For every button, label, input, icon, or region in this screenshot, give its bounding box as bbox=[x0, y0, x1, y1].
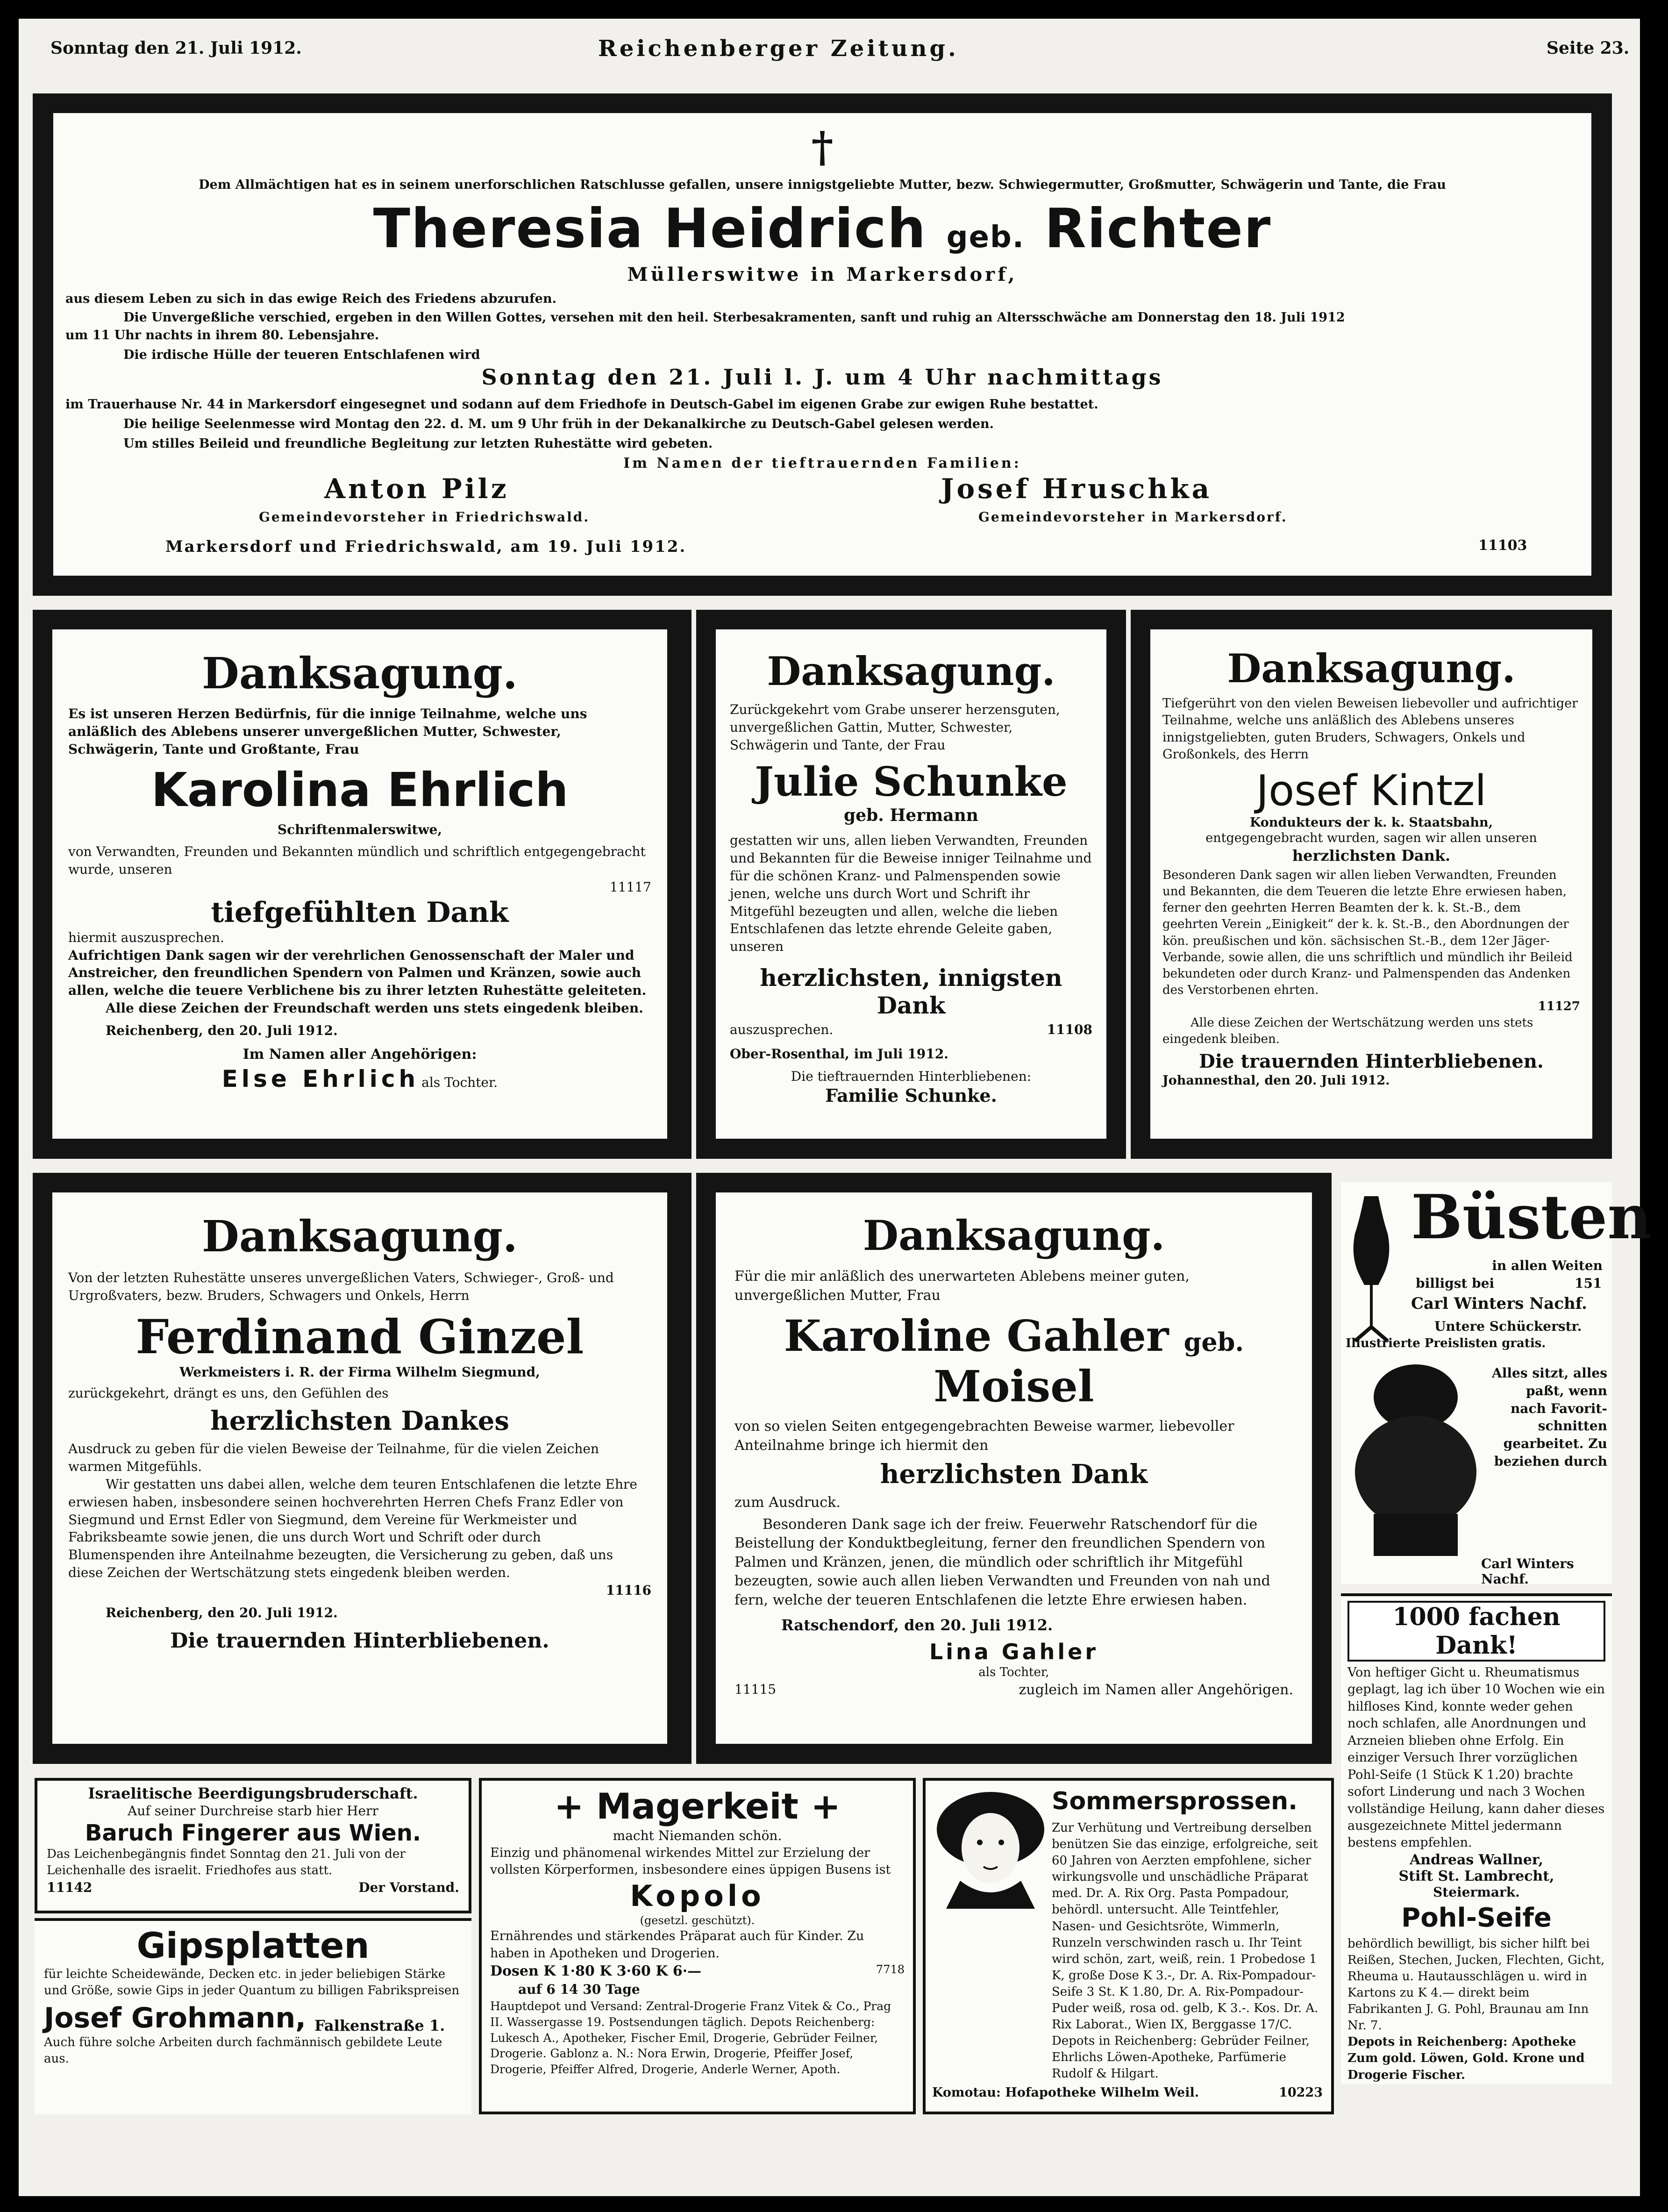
woman-portrait-icon bbox=[932, 1787, 1049, 1909]
gahler-signer: Lina Gahler bbox=[929, 1639, 1099, 1665]
ginzel-frame bbox=[33, 1173, 691, 1764]
notice-line: im Trauerhause Nr. 44 in Markersdorf eingesegnet und sodann auf dem Friedhofe in Deutsch-Gabel im eigenen Grabe zur ewigen Ruhe bestattet. bbox=[65, 397, 1098, 412]
schunke-dank: herzlichsten, innigsten Dank bbox=[760, 963, 1062, 1019]
ehrlich-signer: Else Ehrlich bbox=[221, 1065, 420, 1092]
kintzl-text: Alle diese Zeichen der Wertschätzung werden uns stets eingedenk bleiben. bbox=[1162, 1016, 1533, 1047]
gips-ad bbox=[35, 1918, 471, 2114]
header-page-number: Seite 23. bbox=[1547, 38, 1630, 58]
gahler-closing: zugleich im Namen aller Angehörigen. bbox=[1019, 1682, 1293, 1698]
pohl-text: Von heftiger Gicht u. Rheumatismus geplagt, lag ich über 10 Wochen wie ein hilfloses Kind, konnte weder gehen noch schlafen, alle Anordnungen und Arzneien blieben ohne Erfolg. Ein einziger Versuch Ihrer vorzüglichen Pohl-Seife (1 Stück K 1.20) brachte sofort Linderung und nach 3 Wochen vollständige Heilung, kann daher dieses ausgezeichnete Mittel jedermann bestens empfehlen. bbox=[1347, 1665, 1605, 1850]
ginzel-text: Wir gestatten uns dabei allen, welche dem teuren Entschlafenen die letzte Ehre erwiesen haben, insbesondere seinen hochverehrten Herren Chefs Franz Edler von Siegmund und Ernst Edler von Siegmund, dem Vereine für Werkmeister und Fabriksbeamte sowie jenen, die uns durch Wort und Schrift oder durch Blumenspenden ihre Anteilnahme bezeugten, die Versicherung zu geben, daß uns diese Zeichen der Wertschätzung stets eingedenk bleiben werden. bbox=[68, 1476, 637, 1580]
gahler-notice bbox=[716, 1192, 1312, 1744]
ehrlich-intro: Es ist unseren Herzen Bedürfnis, für die innige Teilnahme, welche uns anläßlich des Ablebens unserer unvergeßlichen Mutter, Schwester, Schwägerin, Tante und Großtante, Frau bbox=[68, 706, 587, 757]
ehrlich-place: Reichenberg, den 20. Juli 1912. bbox=[106, 1022, 338, 1038]
gahler-name: Karoline Gahler bbox=[784, 1311, 1169, 1361]
sommer-footer bbox=[932, 2084, 1323, 2101]
gahler-maiden-name: Moisel bbox=[934, 1361, 1094, 1412]
kopolo-text: Ernährendes und stärkendes Präparat auch für Kinder. Zu haben in Apotheken und Drogerien. bbox=[490, 1929, 864, 1961]
kintzl-title: Danksagung. bbox=[1227, 645, 1516, 692]
ginzel-number: 11116 bbox=[606, 1582, 651, 1598]
notice-line: Um stilles Beileid und freundliche Begleitung zur letzten Ruhestätte wird gebeten. bbox=[123, 436, 713, 451]
notice-line: Die irdische Hülle der teueren Entschlafenen wird bbox=[123, 348, 480, 362]
ginzel-text: Ausdruck zu geben für die vielen Beweise der Teilnahme, für die vielen Zeichen warmen Mitgefühls. bbox=[68, 1441, 599, 1475]
gahler-number: 11115 bbox=[734, 1682, 777, 1698]
schunke-signer: Familie Schunke. bbox=[825, 1085, 997, 1106]
kopolo-title: Magerkeit bbox=[596, 1785, 798, 1827]
gahler-place: Ratschendorf, den 20. Juli 1912. bbox=[781, 1616, 1053, 1634]
schunke-frame bbox=[696, 610, 1126, 1159]
kopolo-title-line bbox=[490, 1785, 905, 1827]
israel-text: Das Leichenbegängnis findet Sonntag den 21. Juli von der Leichenhalle des israelit. Friedhofes aus statt. bbox=[47, 1847, 406, 1877]
ehrlich-text: von Verwandten, Freunden und Bekannten mündlich und schriftlich entgegengebracht wurde, unseren bbox=[68, 844, 646, 878]
notice-place-date: Markersdorf und Friedrichswald, am 19. Juli 1912. bbox=[165, 537, 687, 556]
kintzl-frame bbox=[1131, 610, 1612, 1159]
schunke-text: auszusprechen. bbox=[730, 1021, 834, 1037]
signatory-hruschka: Josef Hruschka bbox=[941, 473, 1212, 505]
gips-vendor bbox=[44, 2002, 462, 2034]
ginzel-place: Reichenberg, den 20. Juli 1912. bbox=[106, 1605, 338, 1620]
ehrlich-name: Karolina Ehrlich bbox=[151, 763, 569, 818]
kintzl-place: Johannesthal, den 20. Juli 1912. bbox=[1162, 1073, 1390, 1088]
plus-icon: + bbox=[811, 1785, 841, 1827]
buesten-number: 151 bbox=[1575, 1276, 1602, 1291]
gahler-text: von so vielen Seiten entgegengebrachten Beweise warmer, liebevoller Anteilnahme bringe ich hiermit den bbox=[734, 1418, 1234, 1454]
ginzel-signer: Die trauernden Hinterbliebenen. bbox=[170, 1629, 549, 1653]
notice-line: aus diesem Leben zu sich in das ewige Reich des Friedens abzurufen. bbox=[65, 292, 556, 306]
pohl-ad bbox=[1341, 1593, 1612, 2084]
dress-illustration-icon bbox=[1346, 1360, 1486, 1556]
buesten-ad bbox=[1341, 1181, 1652, 1587]
notice-line: Die Unvergeßliche verschied, ergeben in den Willen Gottes, versehen mit den heil. Sterbesakramenten, sanft und ruhig an Altersschwäche am Donnerstag den 18. Juli 1912 bbox=[123, 310, 1345, 325]
notice-line: um 11 Uhr nachts in ihrem 80. Lebensjahre. bbox=[65, 328, 379, 343]
sommer-number: 10223 bbox=[1279, 2085, 1323, 2100]
ehrlich-text: Alle diese Zeichen der Freundschaft werden uns stets eingedenk bleiben. bbox=[106, 1000, 643, 1016]
plus-icon: + bbox=[554, 1785, 584, 1827]
sommer-ad bbox=[923, 1778, 1334, 2114]
israel-number: 11142 bbox=[47, 1879, 93, 1895]
gahler-text: zum Ausdruck. bbox=[734, 1494, 841, 1511]
pohl-text: behördlich bewilligt, bis sicher hilft bei Reißen, Stechen, Jucken, Flechten, Gicht, Rheuma u. Hautausschlägen u. wird in Kartons zu K 4.— direkt beim Fabrikanten J. G. Pohl, Braunau am Inn Nr. 7. bbox=[1347, 1936, 1605, 2033]
death-notice-frame bbox=[33, 93, 1612, 596]
pohl-title: 1000 fachen Dank! bbox=[1347, 1601, 1605, 1662]
pohl-signer: Andreas Wallner, bbox=[1409, 1851, 1543, 1868]
gips-title: Gipsplatten bbox=[136, 1925, 370, 1966]
kopolo-prices: Dosen K 1·80 K 3·60 K 6·— bbox=[490, 1962, 702, 1979]
schunke-name: Julie Schunke bbox=[755, 758, 1068, 806]
buesten-firm: Carl Winters Nachf. bbox=[1411, 1294, 1587, 1313]
schunke-row bbox=[730, 1021, 1092, 1039]
schunke-title: Danksagung. bbox=[767, 648, 1055, 694]
ginzel-dank: herzlichsten Dankes bbox=[210, 1406, 509, 1437]
dress-form-icon bbox=[1346, 1192, 1397, 1346]
ehrlich-notice bbox=[52, 629, 667, 1139]
header-date: Sonntag den 21. Juli 1912. bbox=[50, 38, 302, 58]
geb-label: geb. bbox=[946, 220, 1025, 255]
deceased-maiden-name: Richter bbox=[1044, 197, 1272, 260]
schunke-number: 11108 bbox=[1047, 1021, 1092, 1037]
gahler-frame bbox=[696, 1173, 1332, 1764]
kintzl-text: entgegengebracht wurden, sagen wir allen unseren bbox=[1205, 830, 1537, 845]
pohl-signer-place: Stift St. Lambrecht, bbox=[1398, 1868, 1554, 1884]
kintzl-notice bbox=[1150, 629, 1592, 1139]
ginzel-subtitle: Werkmeisters i. R. der Firma Wilhelm Siegmund, bbox=[179, 1364, 540, 1380]
kopolo-days: auf 6 14 30 Tage bbox=[518, 1982, 640, 1998]
newspaper-page bbox=[19, 19, 1652, 2196]
gahler-dank: herzlichsten Dank bbox=[880, 1459, 1148, 1490]
israel-signer: Der Vorstand. bbox=[358, 1879, 459, 1895]
notice-number: 11103 bbox=[1478, 537, 1527, 554]
gahler-title: Danksagung. bbox=[863, 1211, 1165, 1260]
schunke-subtitle: geb. Hermann bbox=[844, 806, 978, 826]
buesten-text: Illustrierte Preislisten gratis. bbox=[1346, 1336, 1546, 1350]
kopolo-depots: Hauptdepot und Versand: Zentral-Drogerie Franz Vitek & Co., Prag II. Wassergasse 19. Postsendungen täglich. Depots Reichenberg: Lukesch A., Apotheker, Fischer Emil, Drogerie, Gebrüder Feilner, Drogerie. Gablonz a. N.: Nora Erwin, Drogerie, Pfeiffer Josef, Drogerie, Pfeiffer Alfred, Drogerie, Anderle Werner, Apoth. bbox=[490, 1999, 891, 2076]
israel-text: Auf seiner Durchreise starb hier Herr bbox=[128, 1803, 378, 1819]
signatory-pilz-title: Gemeindevorsteher in Friedrichswald. bbox=[259, 509, 590, 525]
buesten-text: billigst bei bbox=[1416, 1276, 1495, 1291]
deceased-name-line bbox=[53, 197, 1591, 260]
gahler-text: Besonderen Dank sage ich der freiw. Feuerwehr Ratschendorf für die Beistellung der Konduktbegleitung, ferner den freundlichen Spendern von Palmen und Kränzen, jenen, die mündlich oder schriftlich ihr Mitgefühl bezeugten, sowie auch allen lieben Verwandten und Freunden von nah und fern, welche der teueren Entschlafenen die letzte Ehre erwiesen haben. bbox=[734, 1516, 1270, 1608]
death-notice bbox=[53, 113, 1591, 576]
gahler-name-line bbox=[734, 1311, 1293, 1412]
israel-footer bbox=[47, 1879, 459, 1897]
buesten-text: in allen Weiten bbox=[1492, 1258, 1603, 1273]
sommer-text: Zur Verhütung und Vertreibung derselben benützen Sie das einzige, erfolgreiche, seit 60 Jahren von Aerzten empfohlene, sicher wirkungsvolle und unschädliche Präparat med. Dr. A. Rix Org. Pasta Pompadour, behördl. untersucht. Alle Teintfehler, Nasen- und Gesichtsröte, Wimmerln, Runzeln verschwinden rasch u. Ihr Teint wird schön, zart, weiß, rein. 1 Probedose 1 K, große Dose K 3.-, Dr. A. Rix-Pompadour-Seife 3 St. K 1.80, Dr. A. Rix-Pompadour-Puder weiß, rosa od. gelb, K 3.-. Kos. Dr. A. Rix Laborat., Wien IX, Berggasse 17/C. Depots in Reichenberg: Gebrüder Feilner, Ehrlichs Löwen-Apotheke, Parfümerie Rudolf & Hilgart. bbox=[1052, 1821, 1319, 2081]
kopolo-number: 7718 bbox=[876, 1962, 905, 1976]
buesten-address: Untere Schückerstr. bbox=[1434, 1319, 1582, 1334]
israel-name: Baruch Fingerer aus Wien. bbox=[85, 1820, 421, 1846]
kintzl-dank: herzlichsten Dank. bbox=[1292, 847, 1451, 865]
pohl-signer-region: Steiermark. bbox=[1433, 1884, 1520, 1900]
kintzl-subtitle: Kondukteurs der k. k. Staatsbahn, bbox=[1249, 815, 1493, 830]
gahler-signer-role: als Tochter, bbox=[978, 1665, 1049, 1680]
gahler-geb-label: geb. bbox=[1183, 1327, 1244, 1357]
ginzel-text: zurückgekehrt, drängt es uns, den Gefühlen des bbox=[68, 1385, 389, 1401]
kopolo-product: Kopolo bbox=[630, 1878, 765, 1913]
ehrlich-text: hiermit auszusprechen. bbox=[68, 929, 224, 945]
pohl-depots: Depots in Reichenberg: Apotheke Zum gold. Löwen, Gold. Krone und Drogerie Fischer. bbox=[1347, 2035, 1585, 2082]
schunke-notice bbox=[716, 629, 1106, 1139]
kintzl-text: Besonderen Dank sagen wir allen lieben Verwandten, Freunden und Bekannten, die dem Teueren die letzte Ehre erwiesen haben, ferner den geehrten Herren Beamten der k. k. St.-B., dem geehrten Verein „Einigkeit“ der k. k. St.-B., den Abordnungen der kön. preußischen und kön. sächsischen St.-B., dem 12er Jäger-Verbande, sowie allen, die uns schriftlich und mündlich ihr Beileid bekundeten oder durch Kranz- und Palmenspenden das Andenken des Verstorbenen ehrten. bbox=[1162, 868, 1573, 997]
deceased-subtitle: Müllerswitwe in Markersdorf, bbox=[627, 264, 1018, 285]
kopolo-ad bbox=[479, 1778, 916, 2114]
israel-title: Israelitische Beerdigungsbruderschaft. bbox=[88, 1784, 418, 1802]
kopolo-text: macht Niemanden schön. bbox=[613, 1828, 782, 1843]
kintzl-intro: Tiefgerührt von den vielen Beweisen liebevoller und aufrichtiger Teilnahme, welche uns anläßlich des Ablebens unseres innigstgeliebten, guten Bruders, Schwagers, Onkels und Großonkels, des Herrn bbox=[1162, 696, 1578, 762]
sommer-depot: Komotau: Hofapotheke Wilhelm Weil. bbox=[932, 2085, 1199, 2100]
ginzel-intro: Von der letzten Ruhestätte unseres unvergeßlichen Vaters, Schwieger-, Groß- und Urgroßvaters, bezw. Bruders, Schwagers und Onkels, Herrn bbox=[68, 1270, 614, 1303]
ehrlich-dank: tiefgefühlten Dank bbox=[211, 896, 509, 929]
ehrlich-text: Aufrichtigen Dank sagen wir der verehrlichen Genossenschaft der Maler und Anstreicher, den freundlichen Spendern von Palmen und Kränzen, sowie auch allen, welche die teuere Verblichene bis zu ihrer letzten Ruhestätte geleiteten. bbox=[68, 947, 647, 999]
kintzl-signer: Die trauernden Hinterbliebenen. bbox=[1199, 1050, 1544, 1073]
schunke-intro: Zurückgekehrt vom Grabe unserer herzensguten, unvergeßlichen Gattin, Mutter, Schwester, Schwägerin und Tante, der Frau bbox=[730, 702, 1060, 753]
header-newspaper-title: Reichenberger Zeitung. bbox=[598, 36, 959, 62]
ginzel-notice bbox=[52, 1192, 667, 1744]
buesten-firm-footer: Carl Winters Nachf. bbox=[1481, 1556, 1574, 1587]
gahler-intro: Für die mir anläßlich des unerwarteten Ablebens meiner guten, unvergeßlichen Mutter, Frau bbox=[734, 1268, 1190, 1304]
ginzel-name: Ferdinand Ginzel bbox=[135, 1309, 584, 1364]
ehrlich-number: 11117 bbox=[609, 879, 651, 895]
kopolo-text: Einzig und phänomenal wirkendes Mittel zur Erzielung der vollsten Körperformen, insbesondere eines üppigen Busens ist bbox=[490, 1845, 891, 1877]
gahler-footer bbox=[734, 1681, 1293, 1700]
schunke-place: Ober-Rosenthal, im Juli 1912. bbox=[730, 1046, 948, 1062]
buesten-text: Alles sitzt, alles paßt, wenn nach Favorit-schnitten gearbeitet. Zu beziehen durch bbox=[1492, 1365, 1607, 1469]
ehrlich-signature bbox=[68, 1065, 651, 1092]
kopolo-legal: (gesetzl. geschützt). bbox=[640, 1913, 755, 1927]
ehrlich-title: Danksagung. bbox=[202, 648, 518, 699]
cross-icon: † bbox=[811, 122, 834, 172]
signatory-pilz: Anton Pilz bbox=[324, 473, 509, 505]
sommer-title: Sommersprossen. bbox=[1052, 1787, 1297, 1815]
kintzl-number: 11127 bbox=[1538, 999, 1580, 1013]
funeral-date-line: Sonntag den 21. Juli l. J. um 4 Uhr nachmittags bbox=[481, 364, 1163, 390]
ehrlich-subtitle: Schriftenmalerswitwe, bbox=[277, 822, 442, 838]
israel-notice bbox=[35, 1778, 471, 1913]
kopolo-prices-row bbox=[490, 1962, 905, 1981]
pohl-product: Pohl-Seife bbox=[1401, 1902, 1552, 1933]
deceased-name: Theresia Heidrich bbox=[373, 197, 927, 260]
schunke-text: gestatten wir uns, allen lieben Verwandten, Freunden und Bekannten für die Beweise inniger Teilnahme und für die schönen Kranz- und Palmenspenden sowie jenen, welche uns durch Wort und Schrift ihr Mitgefühl bezeugten und allen, welche die lieben Entschlafenen das letzte ehrende Geleite gaben, unseren bbox=[730, 833, 1092, 955]
ehrlich-signer-role: als Tochter. bbox=[421, 1074, 498, 1090]
notice-line: Die heilige Seelenmesse wird Montag den 22. d. M. um 9 Uhr früh in der Dekanalkirche zu Deutsch-Gabel gelesen werden. bbox=[123, 417, 994, 431]
ehrlich-family-line: Im Namen aller Angehörigen: bbox=[242, 1046, 477, 1063]
families-line: Im Namen der tieftrauernden Familien: bbox=[623, 455, 1021, 471]
gips-text: für leichte Scheidewände, Decken etc. in jeder beliebigen Stärke und Größe, sowie Gips in jeder Quantum zu billigen Fabrikspreisen bbox=[44, 1967, 460, 1998]
signatory-hruschka-title: Gemeindevorsteher in Markersdorf. bbox=[978, 509, 1288, 525]
ginzel-title: Danksagung. bbox=[202, 1211, 518, 1262]
kintzl-name: Josef Kintzl bbox=[1256, 766, 1487, 815]
death-notice-intro: Dem Allmächtigen hat es in seinem unerforschlichen Ratschlusse gefallen, unsere innigstgeliebte Mutter, bezw. Schwiegermutter, Großmutter, Schwägerin und Tante, die Frau bbox=[199, 178, 1446, 192]
schunke-family-line: Die tieftrauernden Hinterbliebenen: bbox=[791, 1068, 1032, 1084]
gips-vendor-name: Josef Grohmann, bbox=[44, 2002, 306, 2035]
buesten-title: Büsten bbox=[1411, 1181, 1652, 1253]
gips-address: Falkenstraße 1. bbox=[314, 2017, 445, 2035]
gips-text: Auch führe solche Arbeiten durch fachmännisch gebildete Leute aus. bbox=[44, 2035, 442, 2066]
ehrlich-frame bbox=[33, 610, 691, 1159]
